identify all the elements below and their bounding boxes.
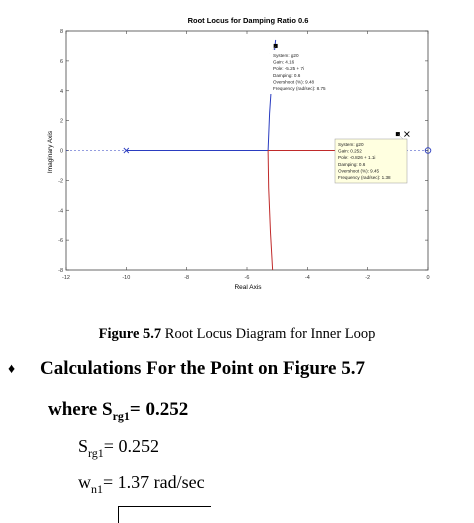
- caption-text: Root Locus Diagram for Inner Loop: [161, 326, 376, 342]
- datatip-line: Overshoot (%): 9.45: [338, 168, 380, 174]
- calc-wn1-main: w: [78, 472, 91, 492]
- calc-wn1-value: = 1.37 rad/sec: [103, 472, 205, 492]
- x-tick-label: -2: [365, 275, 371, 281]
- x-axis-label: Real Axis: [234, 284, 262, 291]
- x-tick-label: -10: [122, 275, 131, 281]
- datatip-line: Frequency (rad/sec): 8.75: [273, 86, 326, 91]
- calc-wn1-sub: n1: [91, 482, 103, 496]
- x-tick-label: -6: [244, 275, 250, 281]
- y-tick-label: 0: [59, 148, 63, 155]
- sqrt-symbol: [118, 506, 211, 523]
- bullet-line-2-prefix: where S: [48, 399, 113, 420]
- datatip-line: Frequency (rad/sec): 1.38: [338, 175, 391, 180]
- datatip-line: Overshoot (%): 9.48: [273, 79, 315, 85]
- figure-caption: [0, 326, 474, 343]
- calc-srg1-sub: rg1: [88, 446, 104, 460]
- y-tick-label: 8: [59, 29, 63, 35]
- chart-title: Root Locus for Damping Ratio 0.6: [187, 16, 309, 25]
- datatip-box: [270, 46, 340, 94]
- calc-srg1-value: = 0.252: [103, 436, 159, 456]
- x-tick-label: 0: [426, 275, 430, 281]
- bullet-line-1: Calculations For the Point on Figure 5.7: [40, 358, 365, 379]
- y-axis-label: Imaginary Axis: [47, 130, 54, 174]
- x-tick-label: -12: [62, 275, 70, 281]
- y-tick-label: -6: [58, 238, 63, 245]
- datatip-line: System: g20: [273, 53, 299, 58]
- bullet-line-2-suffix: = 0.252: [129, 399, 189, 420]
- y-tick-label: 4: [59, 88, 63, 95]
- datatip-line: Gain: 4.16: [273, 59, 295, 65]
- calc-srg1-main: S: [78, 436, 89, 456]
- x-tick-label: -4: [304, 275, 310, 281]
- y-tick-label: -4: [58, 208, 63, 215]
- y-tick-label: 6: [59, 58, 63, 65]
- calc-wn1: [78, 472, 205, 496]
- datatip-box: [335, 134, 407, 183]
- y-tick-label: -8: [58, 268, 63, 274]
- y-tick-label: -2: [58, 178, 63, 185]
- bullet-line-2-sub: rg1: [112, 409, 130, 423]
- bullet-line-2: [48, 399, 188, 421]
- calc-srg1: [78, 436, 159, 460]
- caption-figure-label: Figure 5.7: [98, 326, 162, 342]
- datatip-line: System: g20: [338, 142, 364, 147]
- datatip-line: Gain: 0.252: [338, 148, 362, 154]
- datatip-line: Pole: -5.25 + 7i: [273, 66, 305, 72]
- datatip-line: Pole: -0.826 + 1.1i: [338, 155, 376, 161]
- datatip-line: Damping: 0.6: [273, 72, 301, 78]
- y-tick-label: 2: [59, 118, 63, 125]
- datatip-line: Damping: 0.6: [338, 161, 366, 167]
- diamond-bullet-icon: ♦: [8, 362, 16, 377]
- x-tick-label: -8: [184, 275, 190, 281]
